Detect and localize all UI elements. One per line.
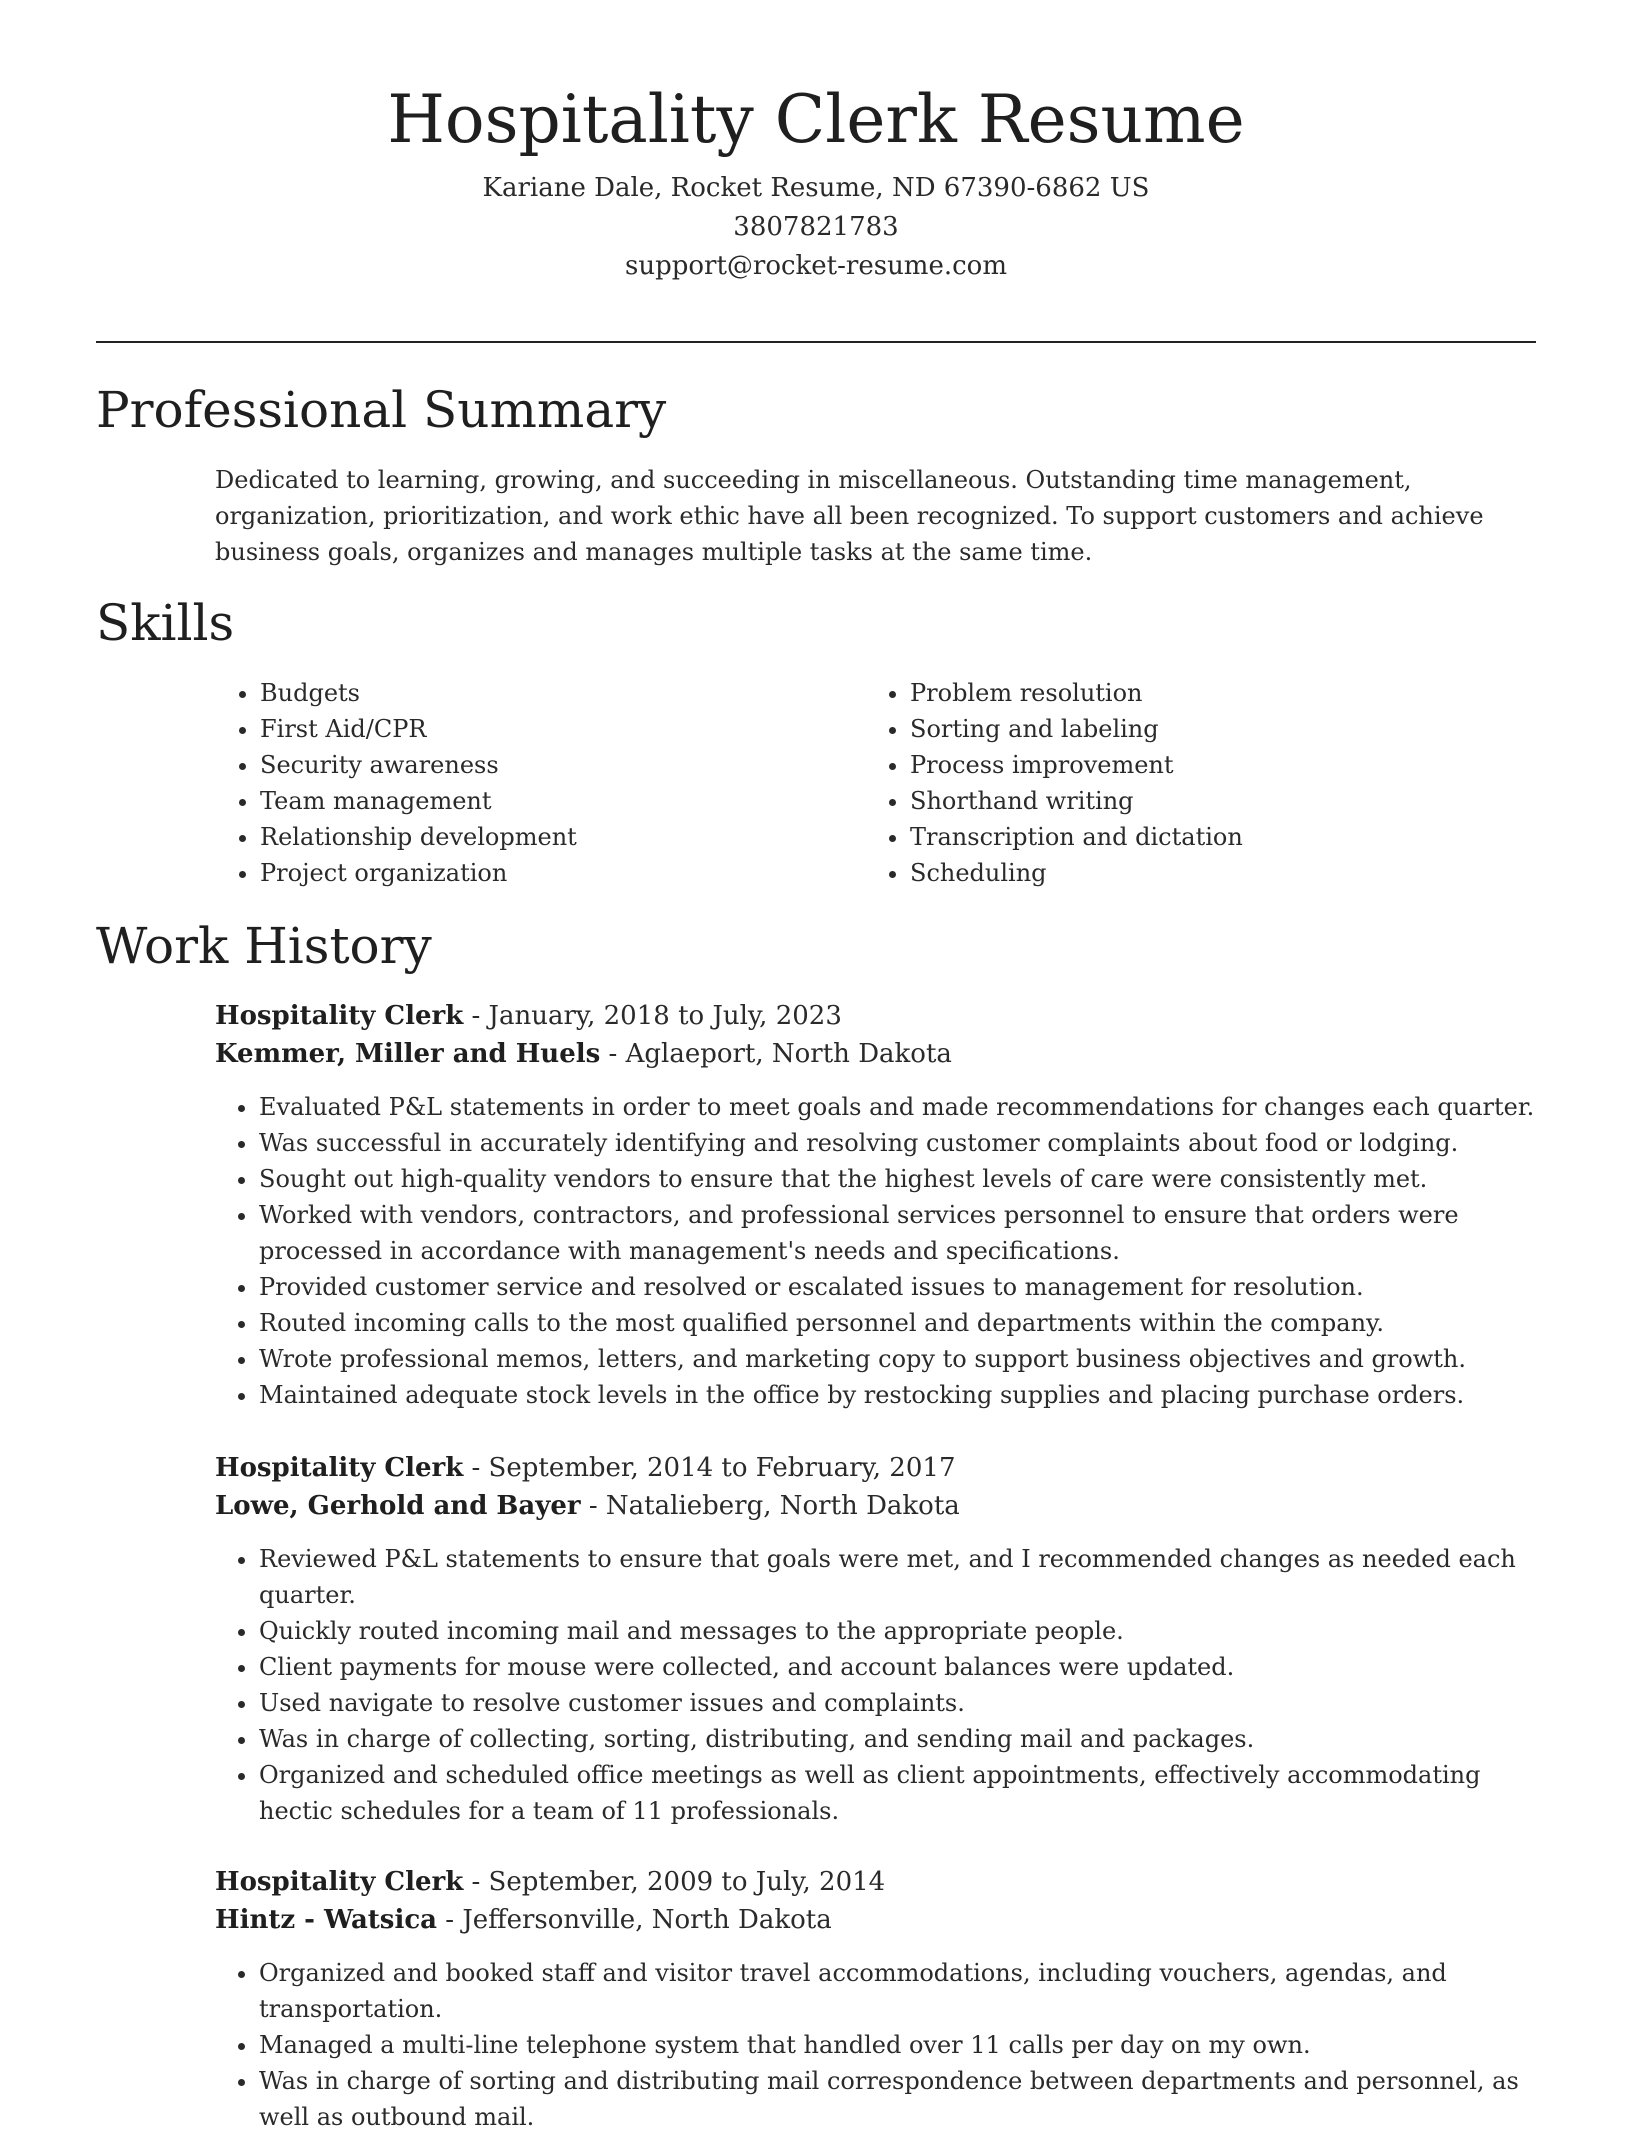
skill-item: • Security awareness: [260, 747, 816, 783]
skill-item: • Process improvement: [910, 747, 1506, 783]
job-bullet: • Was in charge of sorting and distributing mail correspondence between departments and personnel, as well as outbound mail.: [259, 2063, 1535, 2135]
job-bullet: • Organized and booked staff and visitor travel accommodations, including vouchers, agendas, and transportation.: [259, 1955, 1535, 2027]
skill-item: • Problem resolution: [910, 675, 1506, 711]
job-bullets: [215, 1541, 1535, 1829]
skill-item: • Transcription and dictation: [910, 819, 1506, 855]
job-company: Hintz - Watsica: [215, 1905, 438, 1935]
job-bullet: • Was successful in accurately identifying and resolving customer complaints about food or lodging.: [259, 1125, 1535, 1161]
header-divider: [96, 341, 1536, 343]
job-company: Lowe, Gerhold and Bayer: [215, 1491, 581, 1521]
job-bullet: • Evaluated P&L statements in order to meet goals and made recommendations for changes each quarter.: [259, 1089, 1535, 1125]
job-bullets: [215, 1955, 1535, 2135]
job-dates: - September, 2009 to July, 2014: [463, 1867, 886, 1897]
job-title-line: [215, 1449, 1535, 1487]
job-company: Kemmer, Miller and Huels: [215, 1039, 601, 1069]
job-bullet: • Client payments for mouse were collected, and account balances were updated.: [259, 1649, 1535, 1685]
job-dates: - January, 2018 to July, 2023: [463, 1001, 842, 1031]
job-bullet: • Worked with vendors, contractors, and professional services personnel to ensure that orders were processed in accordance with management's needs and specifications.: [259, 1197, 1535, 1269]
job-location: - Jeffersonville, North Dakota: [437, 1905, 832, 1935]
job-bullet: • Maintained adequate stock levels in the office by restocking supplies and placing purchase orders.: [259, 1377, 1535, 1413]
job-company-line: [215, 1035, 1535, 1073]
contact-email: support@rocket-resume.com: [624, 251, 1007, 282]
job-bullet: • Quickly routed incoming mail and messages to the appropriate people.: [259, 1613, 1535, 1649]
job-title: Hospitality Clerk: [215, 1867, 464, 1897]
skill-item: • Budgets: [260, 675, 816, 711]
skill-item: • Project organization: [260, 855, 816, 891]
skill-item: • First Aid/CPR: [260, 711, 816, 747]
page-title: Hospitality Clerk Resume: [387, 81, 1245, 158]
job-location: - Aglaeport, North Dakota: [600, 1039, 952, 1069]
job-bullet: • Reviewed P&L statements to ensure that goals were met, and I recommended changes as needed each quarter.: [259, 1541, 1535, 1613]
skill-item: • Team management: [260, 783, 816, 819]
job-bullet: • Organized and scheduled office meetings as well as client appointments, effectively accommodating hectic schedules for a team of 11 professionals.: [259, 1757, 1535, 1829]
job-location: - Natalieberg, North Dakota: [580, 1491, 960, 1521]
job-bullet: • Managed a multi-line telephone system that handled over 11 calls per day on my own.: [259, 2027, 1535, 2063]
skills-column-left: [216, 675, 816, 891]
skill-item: • Shorthand writing: [910, 783, 1506, 819]
contact-info: [0, 169, 1632, 286]
job-title: Hospitality Clerk: [215, 1453, 464, 1483]
skill-item: • Sorting and labeling: [910, 711, 1506, 747]
summary-text: Dedicated to learning, growing, and succeeding in miscellaneous. Outstanding time management, organization, prioritization, and work ethic have all been recognized. To support customers and achieve business goals, organizes and manages multiple tasks at the same time.: [215, 466, 1484, 566]
job-entry: [215, 1449, 1535, 1829]
work-history-heading: Work History: [96, 917, 432, 975]
job-bullets: [215, 1089, 1535, 1413]
job-bullet: • Wrote professional memos, letters, and marketing copy to support business objectives and growth.: [259, 1341, 1535, 1377]
job-bullet: • Sought out high-quality vendors to ensure that the highest levels of care were consistently met.: [259, 1161, 1535, 1197]
job-company-line: [215, 1487, 1535, 1525]
resume-header: [0, 80, 1632, 286]
skills-list-left: [216, 675, 816, 891]
job-entry: [215, 1863, 1535, 2135]
job-title: Hospitality Clerk: [215, 1001, 464, 1031]
job-entry: [215, 997, 1535, 1413]
skill-item: • Relationship development: [260, 819, 816, 855]
skills-list-right: [866, 675, 1506, 891]
contact-address: Kariane Dale, Rocket Resume, ND 67390-6862 US: [482, 173, 1150, 204]
job-bullet: • Used navigate to resolve customer issues and complaints.: [259, 1685, 1535, 1721]
job-company-line: [215, 1901, 1535, 1939]
skill-item: • Scheduling: [910, 855, 1506, 891]
job-bullet: • Provided customer service and resolved or escalated issues to management for resolution.: [259, 1269, 1535, 1305]
job-title-line: [215, 1863, 1535, 1901]
job-dates: - September, 2014 to February, 2017: [463, 1453, 956, 1483]
job-title-line: [215, 997, 1535, 1035]
summary-heading: Professional Summary: [96, 381, 667, 439]
job-bullet: • Routed incoming calls to the most qualified personnel and departments within the company.: [259, 1305, 1535, 1341]
job-bullet: • Was in charge of collecting, sorting, distributing, and sending mail and packages.: [259, 1721, 1535, 1757]
skills-column-right: [866, 675, 1506, 891]
skills-heading: Skills: [96, 594, 235, 652]
contact-phone: 3807821783: [733, 212, 899, 243]
